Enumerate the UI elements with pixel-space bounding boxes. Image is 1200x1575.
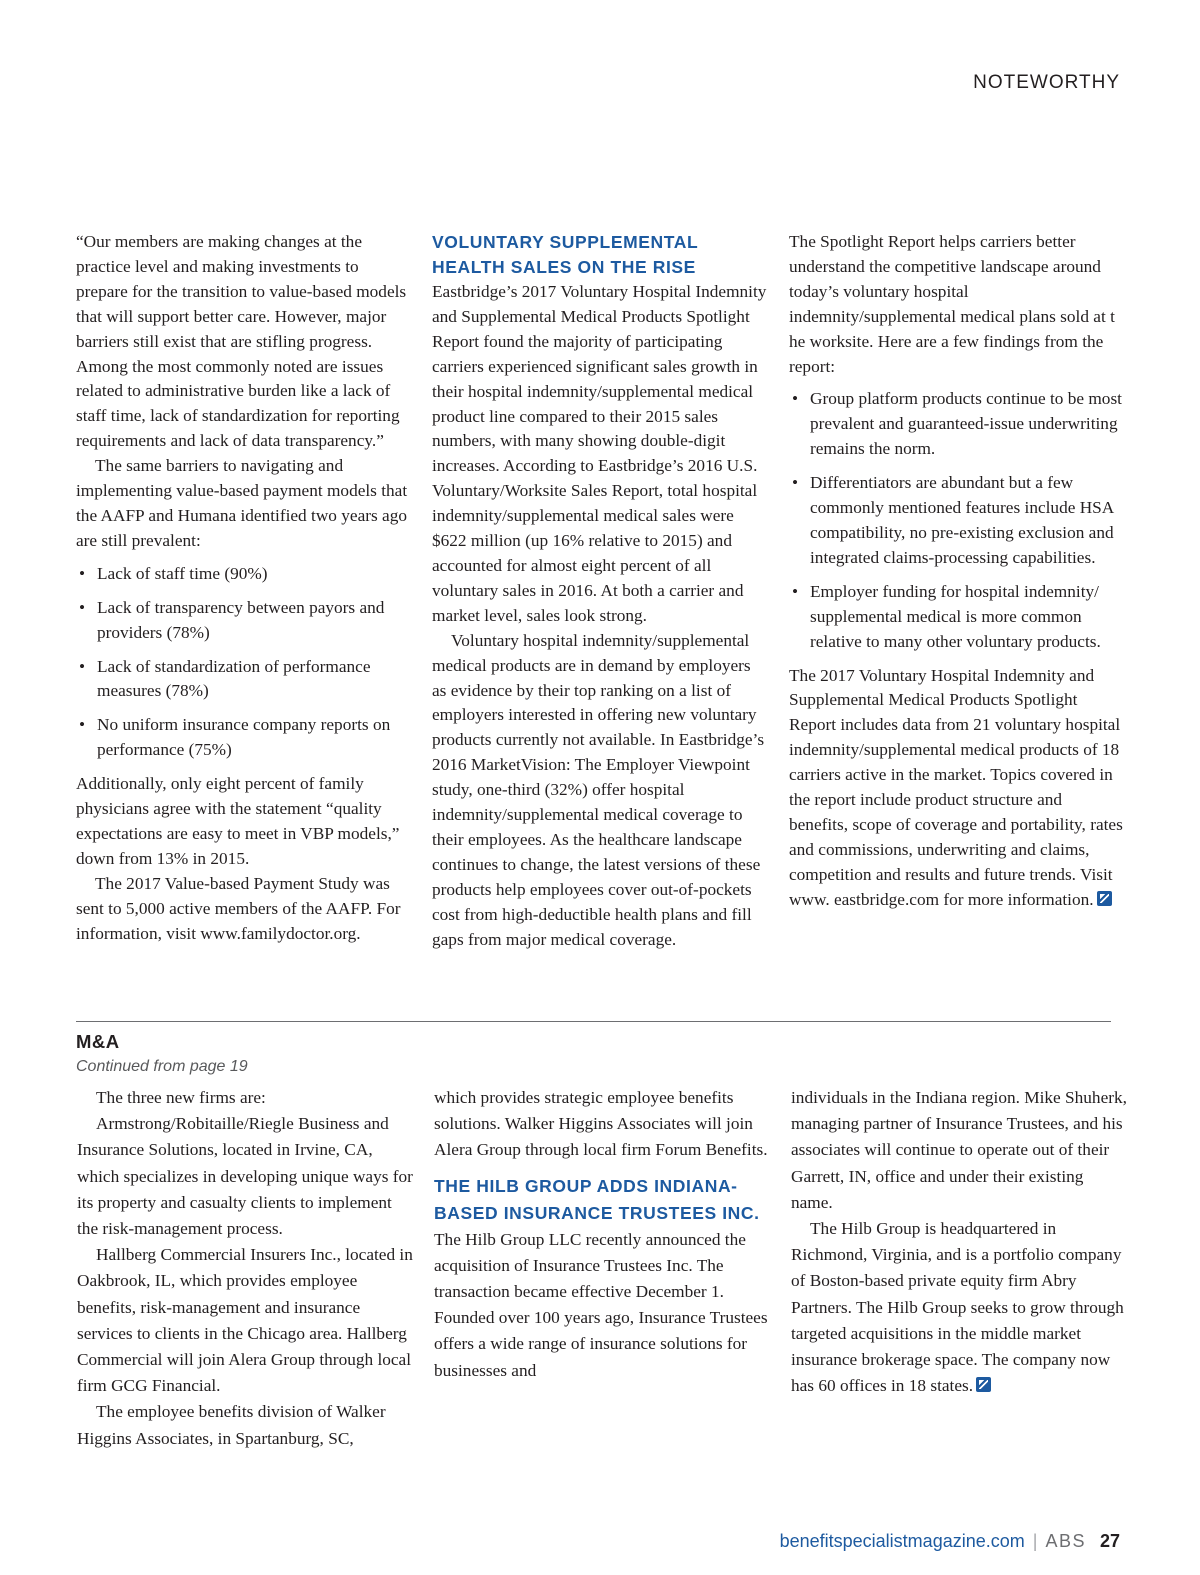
article-headline: THE HILB GROUP ADDS INDIANA-BASED INSURANCE TRUSTEES INC. (434, 1175, 760, 1223)
page-number: 27 (1099, 1531, 1120, 1551)
list-item: • Differentiators are abundant but a few commonly mentioned features include HSA compatibility, no pre-existing exclusion and integrated claims-processing capabilities. (789, 471, 1125, 571)
body-paragraph: The three new firms are: (96, 1088, 266, 1107)
article-column-3 (789, 230, 1125, 913)
ma-section-title: M&A (76, 1031, 120, 1052)
body-paragraph: Hallberg Commercial Insurers Inc., located in Oakbrook, IL, which provides employee benefits, risk-management and insurance services to clients in the Chicago area. Hallberg Commercial will join Alera Group through local firm GCG Financial. (77, 1245, 413, 1396)
article-headline: VOLUNTARY SUPPLEMENTAL HEALTH SALES ON THE RISE (432, 232, 698, 277)
quote-paragraph: “Our members are making changes at the practice level and making investments to prepare for the transition to value-based models that will support better care. However, major barriers still exist that are stifling progress. Among the most commonly noted are issues related to administrative burden like a lack of staff time, lack of standardization for reporting requirements and lack of data transparency.” (76, 232, 407, 451)
body-paragraph: Eastbridge’s 2017 Voluntary Hospital Indemnity and Supplemental Medical Products Spotlight Report found the majority of participating carriers experienced significant sales growth in their hospital indemnity/supplemental medical product line compared to their 2015 sales numbers, with many showing double-digit increases. According to Eastbridge’s 2016 U.S. Voluntary/Worksite Sales Report, total hospital indemnity/supplemental medical sales were $622 million (up 16% relative to 2015) and accounted for almost eight percent of all voluntary sales in 2016. At both a carrier and market level, sales look strong. (432, 282, 767, 625)
article-column-2 (432, 230, 768, 952)
section-label: NOTEWORTHY (973, 72, 1120, 93)
body-text: The 2017 Voluntary Hospital Indemnity and Supplemental Medical Products Spotlight Report includes data from 21 voluntary hospital indemnity/supplemental medical products of 18 carriers active in the market. Topics covered in the report include product structure and benefits, scope of coverage and portability, rates and commissions, underwriting and claims, competition and results and future trends. Visit www. eastbridge.com for more information. (789, 665, 1123, 909)
continued-note: Continued from page 19 (76, 1058, 248, 1075)
body-paragraph: The Spotlight Report helps carriers better understand the competitive landscape around today’s voluntary hospital indemnity/supplemental medical plans sold at t he worksite. Here are a few findings from the report: (789, 232, 1115, 376)
list-item: • Lack of transparency between payors and providers (78%) (76, 596, 412, 646)
body-paragraph: The 2017 Value-based Payment Study was sent to 5,000 active members of the AAFP. For information, visit www.familydoctor.org. (76, 873, 401, 943)
page-footer (780, 1531, 1120, 1552)
list-item: • Lack of staff time (90%) (76, 562, 412, 587)
ma-column-1 (77, 1085, 413, 1452)
list-item: • Lack of standardization of performance measures (78%) (76, 655, 412, 705)
body-text: The Hilb Group is headquartered in Richmond, Virginia, and is a portfolio company of Boston-based private equity firm Abry Partners. The Hilb Group seeks to grow through targeted acquisitions in the middle market insurance brokerage space. The company now has 60 offices in 18 states. (791, 1219, 1124, 1396)
section-divider (76, 1021, 1111, 1022)
body-paragraph: individuals in the Indiana region. Mike Shuherk, managing partner of Insurance Trustees, and his associates will continue to operate out of their Garrett, IN, office and under their existing name. (791, 1088, 1127, 1212)
body-paragraph: Armstrong/Robitaille/Riegle Business and Insurance Solutions, located in Irvine, CA, which specializes in developing unique ways for its property and casualty clients to implement the risk-management process. (77, 1114, 413, 1239)
footer-separator: | (1032, 1531, 1038, 1551)
footer-brand: ABS (1045, 1531, 1086, 1551)
body-paragraph: Additionally, only eight percent of family physicians agree with the statement “quality expectations are easy to meet in VBP models,” down from 13% in 2015. (76, 774, 400, 868)
findings-list (789, 387, 1125, 654)
abs-end-mark-icon (1097, 891, 1112, 906)
body-paragraph: Voluntary hospital indemnity/supplemental medical products are in demand by employers as evidence by their top ranking on a list of employers interested in offering new voluntary products currently not available. In Eastbridge’s 2016 MarketVision: The Employer Viewpoint study, one-third (32%) offer hospital indemnity/supplemental medical coverage to their employees. As the healthcare landscape continues to change, the latest versions of these products help employees cover out-of-pockets cost from high-deductible health plans and fill gaps from major medical coverage. (432, 630, 765, 949)
body-paragraph (791, 1216, 1127, 1399)
ma-column-2 (434, 1085, 770, 1384)
list-item: • Group platform products continue to be most prevalent and guaranteed-issue underwriting remains the norm. (789, 387, 1125, 462)
list-item: • Employer funding for hospital indemnity/ supplemental medical is more common relative to many other voluntary products. (789, 580, 1125, 655)
list-item: • No uniform insurance company reports on performance (75%) (76, 713, 412, 763)
ma-column-3 (791, 1085, 1127, 1399)
body-paragraph: which provides strategic employee benefits solutions. Walker Higgins Associates will join Alera Group through local firm Forum Benefits. (434, 1088, 768, 1160)
abs-end-mark-icon (976, 1377, 991, 1392)
barriers-list (76, 562, 412, 763)
footer-website: benefitspecialistmagazine.com (779, 1531, 1025, 1551)
body-paragraph: The employee benefits division of Walker Higgins Associates, in Spartanburg, SC, (77, 1402, 386, 1448)
body-paragraph: The Hilb Group LLC recently announced the acquisition of Insurance Trustees Inc. The transaction became effective December 1. Founded over 100 years ago, Insurance Trustees offers a wide range of insurance solutions for businesses and (434, 1229, 768, 1380)
body-paragraph (789, 664, 1125, 913)
article-column-1 (76, 230, 412, 946)
barriers-paragraph: The same barriers to navigating and implementing value-based payment models that the AAFP and Humana identified two years ago are still prevalent: (76, 456, 408, 550)
